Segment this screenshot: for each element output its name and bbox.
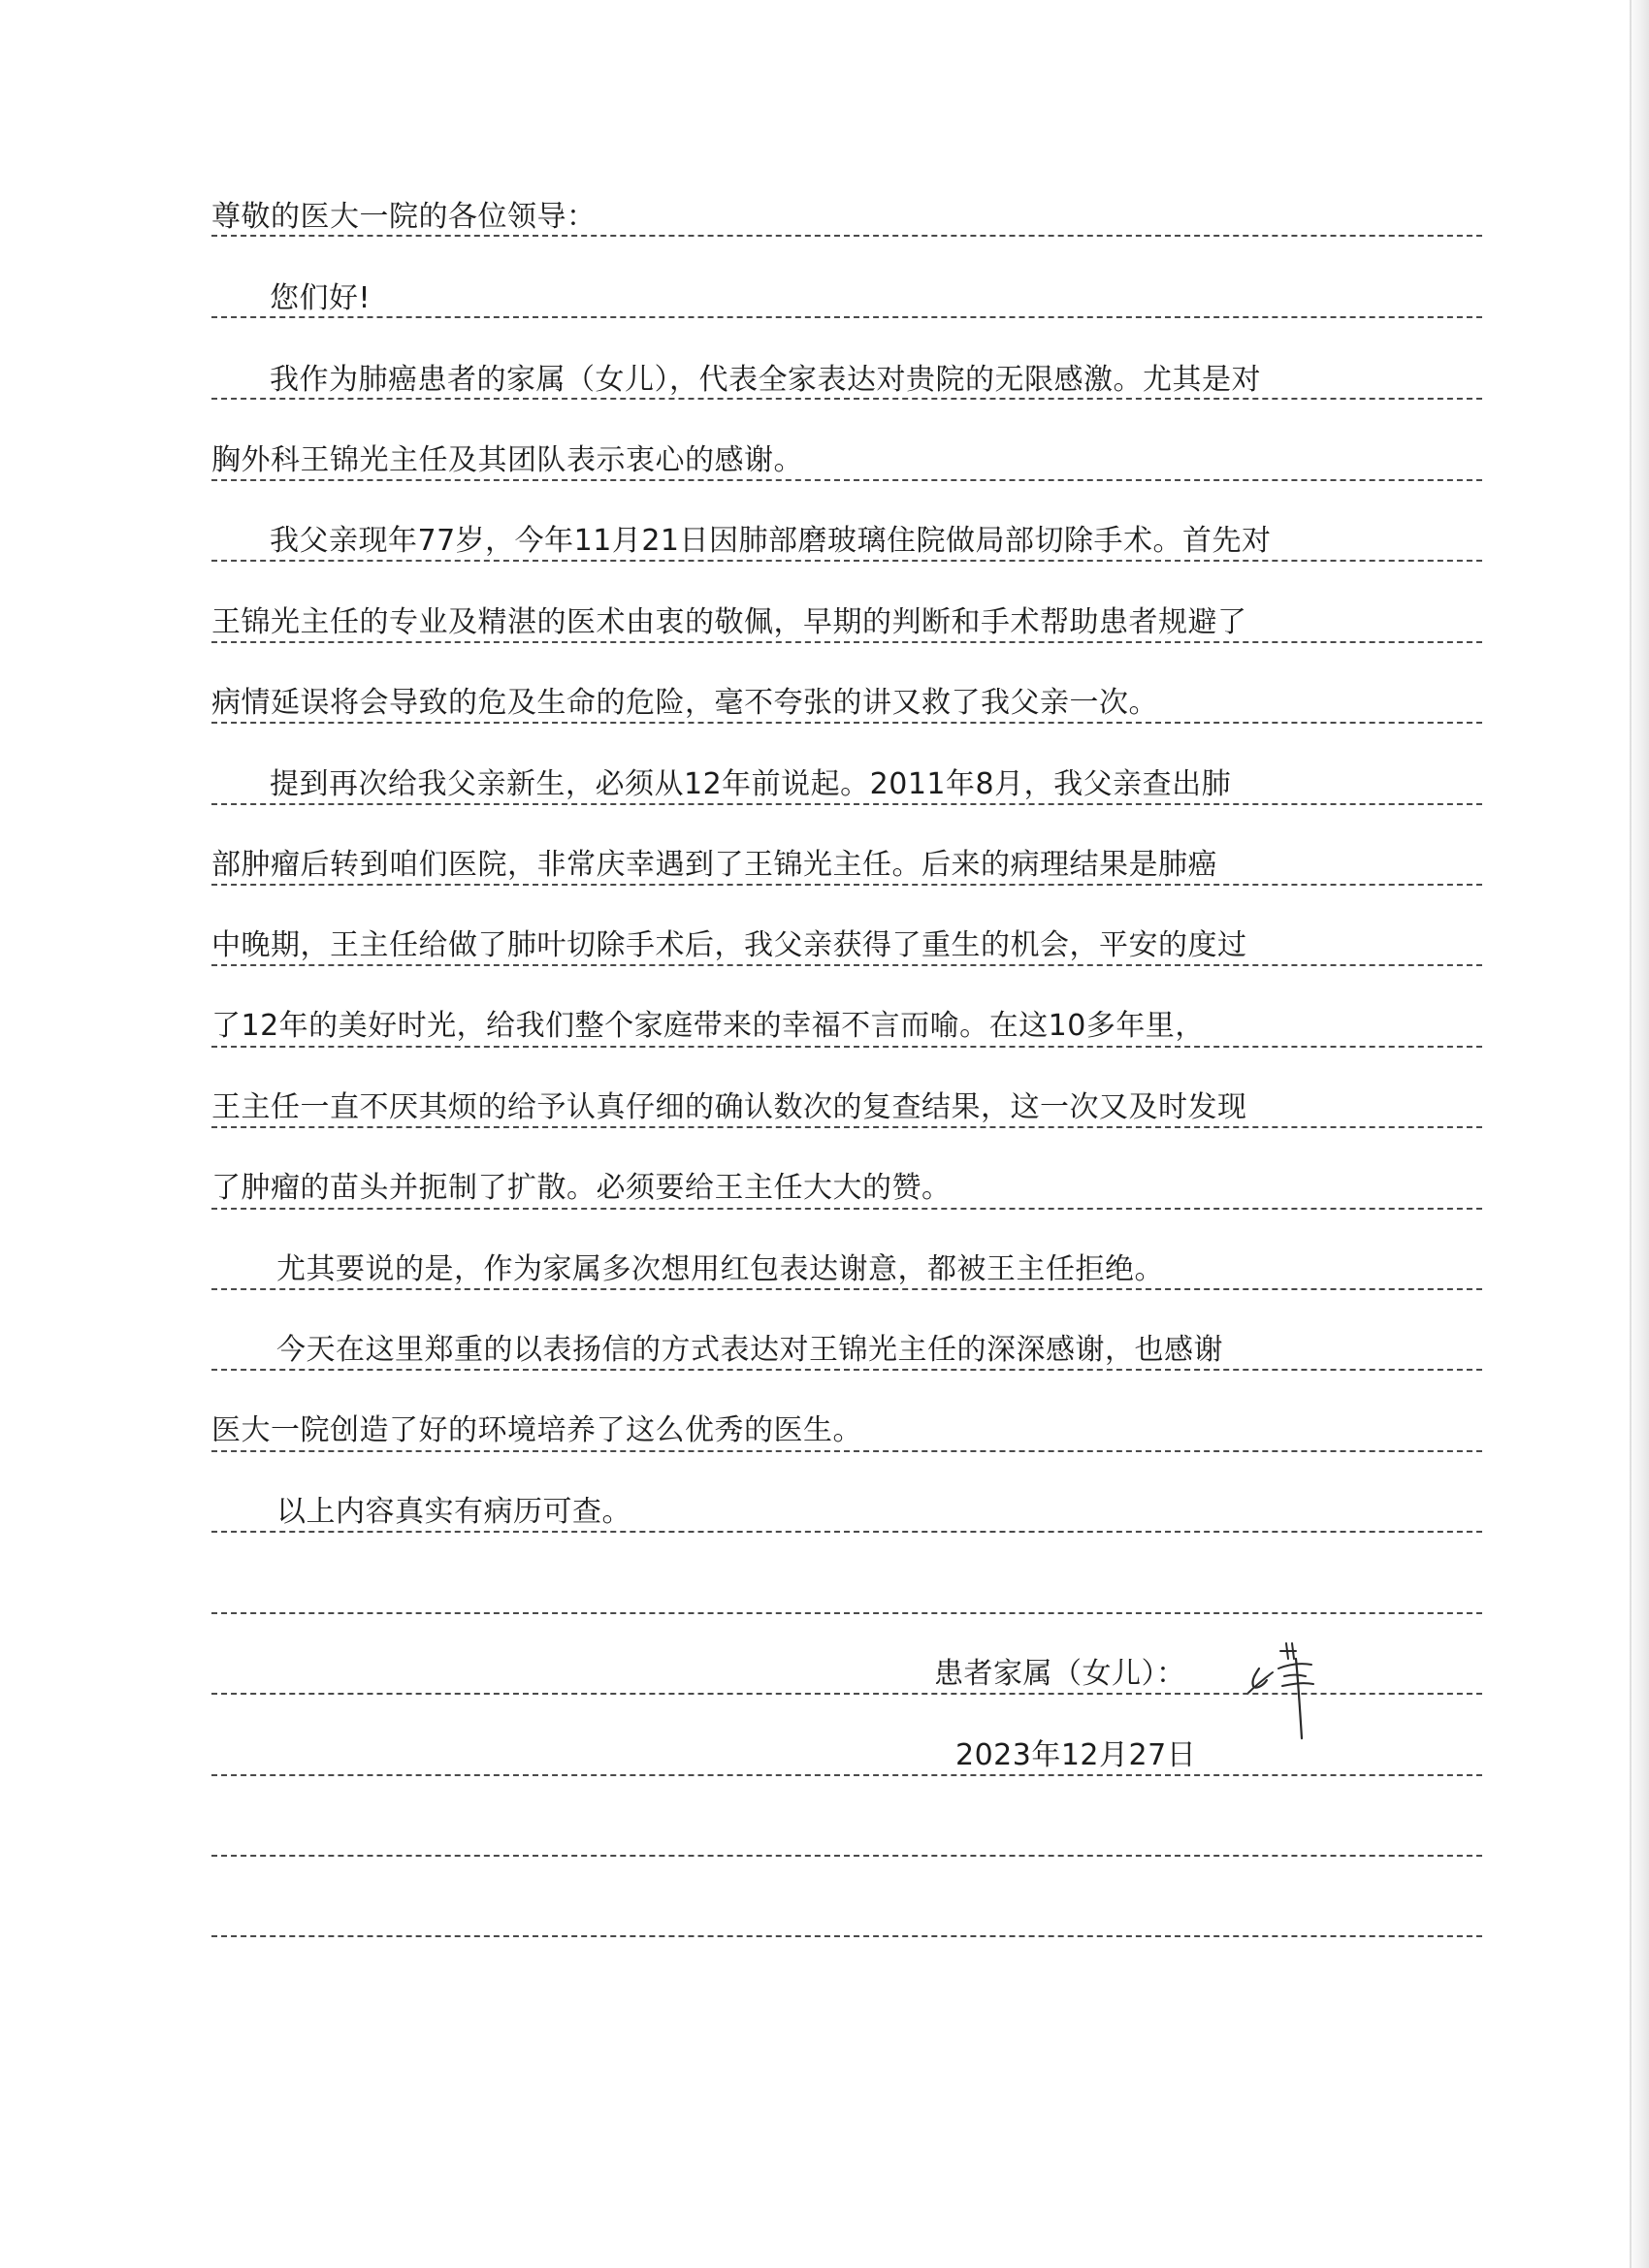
body-line: 提到再次给我父亲新生，必须从12年前说起。2011年8月，我父亲查出肺 [270, 767, 1232, 801]
ruled-line [211, 560, 1482, 562]
ruled-line [211, 1855, 1482, 1857]
ruled-line [211, 1450, 1482, 1452]
greeting: 您们好! [270, 281, 372, 315]
ruled-line [211, 1046, 1482, 1048]
ruled-line [211, 641, 1482, 643]
body-line: 了肿瘤的苗头并扼制了扩散。必须要给王主任大大的赞。 [211, 1171, 952, 1205]
body-line: 尤其要说的是，作为家属多次想用红包表达谢意，都被王主任拒绝。 [276, 1252, 1164, 1286]
ruled-line [211, 1935, 1482, 1937]
ruled-line [211, 884, 1482, 886]
body-line: 部肿瘤后转到咱们医院，非常庆幸遇到了王锦光主任。后来的病理结果是肺癌 [211, 848, 1217, 882]
signature-label: 患者家属（女儿）： [934, 1657, 1186, 1691]
body-line: 病情延误将会导致的危及生命的危险，毫不夸张的讲又救了我父亲一次。 [211, 686, 1158, 720]
body-line: 胸外科王锦光主任及其团队表示衷心的感谢。 [211, 443, 803, 477]
ruled-line [211, 316, 1482, 318]
handwritten-signature [1242, 1630, 1348, 1746]
ruled-line [211, 1693, 1482, 1695]
ruled-line [211, 803, 1482, 805]
body-line: 今天在这里郑重的以表扬信的方式表达对王锦光主任的深深感谢，也感谢 [276, 1333, 1223, 1367]
ruled-line [211, 1369, 1482, 1371]
ruled-line [211, 1126, 1482, 1128]
salutation: 尊敬的医大一院的各位领导： [211, 200, 597, 234]
ruled-line [211, 1774, 1482, 1776]
ruled-line [211, 235, 1482, 237]
body-line: 王主任一直不厌其烦的给予认真仔细的确认数次的复查结果，这一次又及时发现 [211, 1090, 1247, 1124]
ruled-line [211, 1288, 1482, 1290]
body-line: 王锦光主任的专业及精湛的医术由衷的敬佩，早期的判断和手术帮助患者规避了 [211, 605, 1247, 639]
ruled-line [211, 398, 1482, 400]
body-line: 医大一院创造了好的环境培养了这么优秀的医生。 [211, 1413, 862, 1447]
ruled-line [211, 1531, 1482, 1533]
letter-date: 2023年12月27日 [955, 1738, 1197, 1772]
ruled-line [211, 479, 1482, 481]
body-line: 了12年的美好时光，给我们整个家庭带来的幸福不言而喻。在这10多年里， [211, 1009, 1205, 1043]
scan-edge-shadow [1628, 0, 1649, 2268]
ruled-line [211, 964, 1482, 966]
body-line: 我父亲现年77岁，今年11月21日因肺部磨玻璃住院做局部切除手术。首先对 [270, 524, 1272, 558]
body-line: 以上内容真实有病历可查。 [276, 1495, 631, 1529]
body-line: 我作为肺癌患者的家属（女儿），代表全家表达对贵院的无限感激。尤其是对 [270, 363, 1261, 397]
ruled-line [211, 1612, 1482, 1614]
ruled-line [211, 1208, 1482, 1210]
body-line: 中晚期，王主任给做了肺叶切除手术后，我父亲获得了重生的机会，平安的度过 [211, 928, 1247, 962]
ruled-line [211, 722, 1482, 724]
